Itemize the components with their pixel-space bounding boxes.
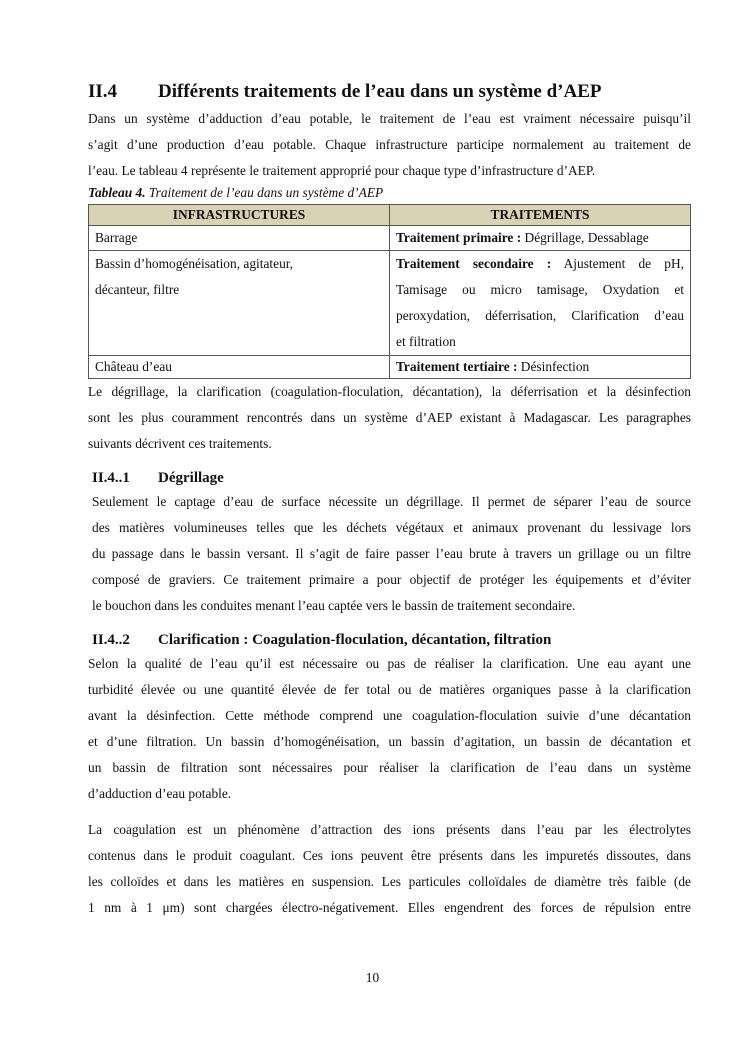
text-line: l’eau. Le tableau 4 représente le traitement approprié pour chaque type d’infrastructure d’AEP. — [88, 163, 596, 178]
treatment-table — [88, 204, 691, 379]
text-line: le bouchon dans les conduites menant l’eau captée vers le bassin de traitement secondaire. — [92, 598, 576, 613]
cell-line: Château d’eau — [95, 359, 172, 374]
table-cell-treatment — [390, 356, 691, 379]
text-line: des matières volumineuses telles que les déchets végétaux et animaux provenant du lessivage lors — [92, 520, 691, 535]
subsection-number: II.4..1 — [92, 470, 130, 486]
table-row — [89, 226, 691, 251]
cell-line: Barrage — [95, 230, 138, 245]
text-line: sont les plus couramment rencontrés dans un système d’AEP existant à Madagascar. Les paragraphes — [88, 410, 691, 425]
clarification-paragraph-1 — [88, 651, 691, 807]
document-page — [88, 78, 691, 921]
subsection-title: Clarification : Coagulation-floculation, décantation, filtration — [158, 632, 552, 648]
text-line: s’agit d’une production d’eau potable. Chaque infrastructure participe normalement au traitement de — [88, 137, 691, 152]
cell-line: et filtration — [396, 334, 456, 349]
text-line: La coagulation est un phénomène d’attraction des ions présents dans l’eau par les électrolytes — [88, 822, 691, 837]
text-line: Le dégrillage, la clarification (coagulation-floculation, décantation), la déferrisation et la désinfection — [88, 384, 691, 399]
text-line: composé de graviers. Ce traitement primaire a pour objectif de protéger les équipements et d’éviter — [92, 572, 691, 587]
after-table-paragraph — [88, 379, 691, 457]
cell-line: Tamisage ou micro tamisage, Oxydation et — [396, 282, 684, 297]
cell-line: Dégrillage, Dessablage — [521, 230, 649, 245]
table-caption-text: Traitement de l’eau dans un système d’AEP — [145, 185, 384, 200]
cell-line: Ajustement de pH, — [551, 256, 684, 271]
treatment-label: Traitement primaire : — [396, 230, 522, 245]
degrillage-paragraph — [88, 489, 691, 619]
subsection-title: Dégrillage — [158, 470, 224, 486]
text-line: 1 nm à 1 μm) sont chargées électro-négativement. Elles engendrent des forces de répulsion entre — [88, 900, 691, 915]
table-header-traitements: TRAITEMENTS — [390, 205, 691, 226]
table-cell-treatment — [390, 251, 691, 356]
cell-line-first — [396, 251, 684, 277]
text-line: un bassin de filtration sont nécessaires pour réaliser la clarification de l’eau dans un système — [88, 760, 691, 775]
table-row — [89, 356, 691, 379]
text-line: du passage dans le bassin versant. Il s’agit de faire passer l’eau brute à travers un grillage ou un filtre — [92, 546, 691, 561]
table-cell-treatment — [390, 226, 691, 251]
text-line: turbidité élevée ou une quantité élevée de fer total ou de matières organiques passe à la clarification — [88, 682, 691, 697]
text-line: Seulement le captage d’eau de surface nécessite un dégrillage. Il permet de séparer l’eau de source — [92, 494, 691, 509]
treatment-label: Traitement tertiaire : — [396, 359, 518, 374]
subsection-heading-clarification — [88, 629, 691, 651]
table-cell-infra — [89, 251, 390, 356]
table-cell-infra — [89, 226, 390, 251]
subsection-number: II.4..2 — [92, 632, 130, 648]
section-heading — [88, 78, 691, 106]
text-line: avant la désinfection. Cette méthode comprend une coagulation-floculation suivie d’une décantation — [88, 708, 691, 723]
cell-line: Désinfection — [517, 359, 590, 374]
cell-line: Bassin d’homogénéisation, agitateur, — [95, 256, 294, 271]
text-line: contenus dans le produit coagulant. Ces ions peuvent être présents dans les impuretés dissoutes, dans — [88, 848, 691, 863]
page-number: 10 — [365, 970, 380, 985]
text-line: suivants décrivent ces traitements. — [88, 436, 272, 451]
text-line: et d’une filtration. Un bassin d’homogénéisation, un bassin d’agitation, un bassin de décantation et — [88, 734, 691, 749]
text-line: les colloïdes et dans les matières en suspension. Les particules colloïdales de diamètre très faible (de — [88, 874, 691, 889]
cell-line: peroxydation, déferrisation, Clarification d’eau — [396, 308, 684, 323]
table-caption — [88, 184, 691, 202]
section-number: II.4 — [88, 81, 118, 102]
table-row — [89, 251, 691, 356]
text-line: Dans un système d’adduction d’eau potable, le traitement de l’eau est vraiment nécessaire puisqu’il — [88, 111, 691, 126]
section-title: Différents traitements de l’eau dans un système d’AEP — [158, 81, 602, 102]
table-cell-infra — [89, 356, 390, 379]
table-header-infrastructures: INFRASTRUCTURES — [89, 205, 390, 226]
treatment-label: Traitement secondaire : — [396, 256, 552, 271]
table-caption-label: Tableau 4. — [88, 185, 146, 200]
table-header-row — [89, 205, 691, 226]
text-line: d’adduction d’eau potable. — [88, 786, 232, 801]
clarification-paragraph-2 — [88, 817, 691, 921]
intro-paragraph — [88, 106, 691, 184]
subsection-heading-degrillage — [88, 467, 691, 489]
text-line: Selon la qualité de l’eau qu’il est nécessaire ou pas de réaliser la clarification. Une eau ayant une — [88, 656, 691, 671]
cell-line: décanteur, filtre — [95, 282, 180, 297]
